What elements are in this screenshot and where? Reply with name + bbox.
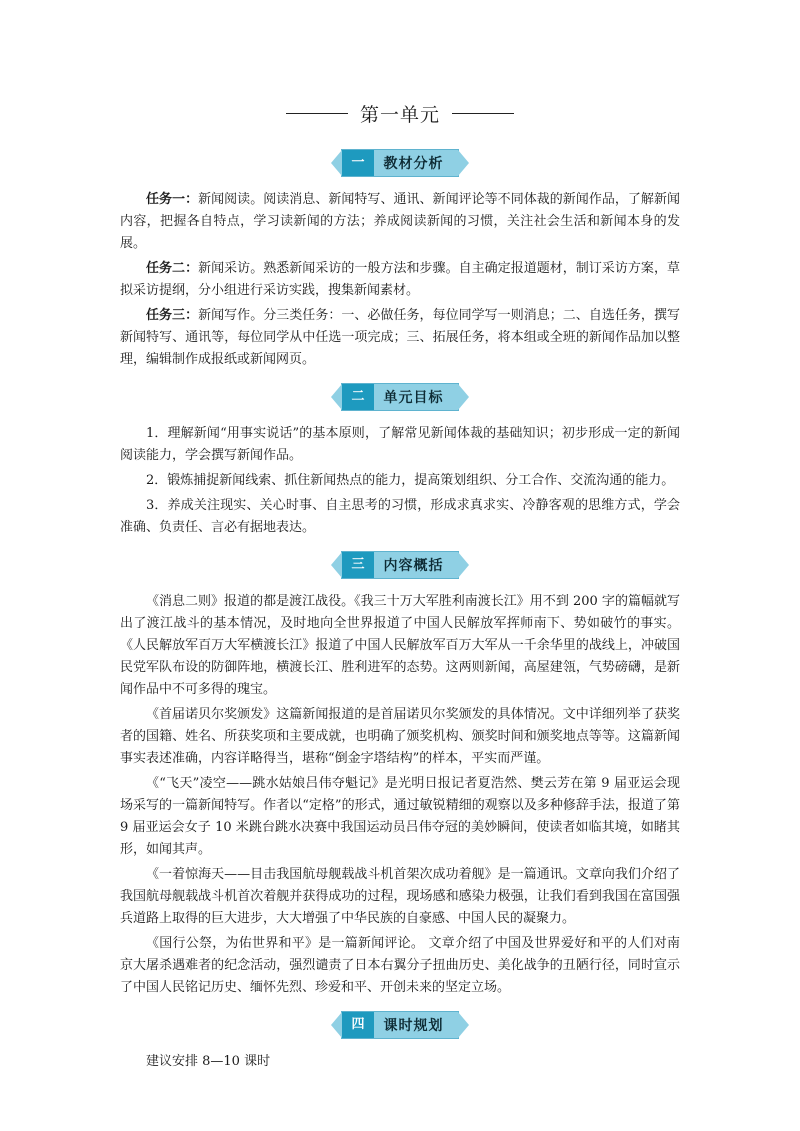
task-paragraph: [120, 305, 680, 371]
section-header-unit-goals: [120, 383, 680, 411]
goal-item: 1．理解新闻“用事实说话”的基本原则，了解常见新闻体裁的基础知识；初步形成一定的新闻阅读能力，学会撰写新闻作品。: [120, 426, 680, 463]
title-rule-right: [452, 113, 514, 114]
lesson-plan-text: 建议安排 8—10 课时: [146, 1054, 271, 1069]
section-badge: [341, 149, 458, 177]
goal-item: 2．锻炼捕捉新闻线索、抓住新闻热点的能力，提高策划组织、分工合作、交流沟通的能力。: [146, 473, 675, 488]
section-number: 二: [342, 384, 373, 410]
goal-item: 3．养成关注现实、关心时事、自主思考的习惯，形成求真求实、冷静客观的思维方式，学会准确、负责任、言必有据地表达。: [120, 498, 680, 535]
section-label: 单元目标: [383, 390, 444, 406]
section-badge: [341, 551, 458, 579]
section-number: 三: [342, 552, 373, 578]
task-paragraph: [120, 258, 680, 302]
summary-paragraph: 《首届诺贝尔奖颁发》这篇新闻报道的是首届诺贝尔奖颁发的具体情况。文中详细列举了获奖者的国籍、姓名、所获奖项和主要成就，也明确了颁奖机构、颁奖时间和颁奖地点等等。这篇新闻事实表述准确，内容详略得当，堪称“倒金字塔结构”的样本，平实而严谨。: [120, 707, 680, 766]
section-header-material-analysis: [120, 149, 680, 177]
unit-title-text: 第一单元: [359, 104, 440, 126]
summary-paragraph: 《“飞天”凌空——跳水姑娘吕伟夺魁记》是光明日报记者夏浩然、樊云芳在第 9 届亚运会现场采写的一篇新闻特写。作者以“定格”的形式，通过敏锐精细的观察以及多种修辞手法，报道了第 9 届亚运会女子 10 米跳台跳水决赛中我国运动员吕伟夺冠的美妙瞬间，使读者如临其境，如睹其形，如闻其声。: [120, 776, 680, 857]
summary-paragraph: 《国行公祭，为佑世界和平》是一篇新闻评论。 文章介绍了中国及世界爱好和平的人们对南京大屠杀遇难者的纪念活动，强烈谴责了日本右翼分子扭曲历史、美化战争的丑陋行径，同时宣示了中国人民铭记历史、缅怀先烈、珍爱和平、开创未来的坚定立场。: [120, 936, 680, 995]
task-text: 新闻阅读。阅读消息、新闻特写、通讯、新闻评论等不同体裁的新闻作品，了解新闻内容，把握各自特点，学习读新闻的方法；养成阅读新闻的习惯，关注社会生活和新闻本身的发展。: [120, 192, 680, 251]
section-label: 内容概括: [383, 558, 444, 574]
section-label: 课时规划: [383, 1018, 444, 1034]
task-label: 任务三：: [146, 308, 199, 323]
section-label: 教材分析: [383, 156, 444, 172]
task-label: 任务二：: [146, 261, 199, 276]
document-page: [120, 100, 680, 1076]
summary-paragraph: 《消息二则》报道的都是渡江战役。《我三十万大军胜利南渡长江》用不到 200 字的篇幅就写出了渡江战斗的基本情况，及时地向全世界报道了中国人民解放军挥师南下、势如破竹的事实。《人民解放军百万大军横渡长江》报道了中国人民解放军百万大军从一千余华里的战线上，冲破国民党军队布设的防御阵地，横渡长江、胜利进军的态势。这两则新闻，高屋建瓴，气势磅礴，是新闻作品中不可多得的瑰宝。: [120, 594, 680, 697]
summary-paragraph: 《一着惊海天——目击我国航母舰载战斗机首架次成功着舰》是一篇通讯。文章向我们介绍了我国航母舰载战斗机首次着舰并获得成功的过程，现场感和感染力极强，让我们看到我国在富国强兵道路上取得的巨大进步，大大增强了中华民族的自豪感、中国人民的凝聚力。: [120, 867, 680, 926]
task-label: 任务一：: [146, 192, 199, 207]
task-paragraph: [120, 189, 680, 255]
section-badge: [341, 383, 458, 411]
unit-title: [120, 100, 680, 127]
task-text: 新闻采访。熟悉新闻采访的一般方法和步骤。自主确定报道题材，制订采访方案，草拟采访提纲，分小组进行采访实践，搜集新闻素材。: [120, 261, 680, 298]
section-badge: [341, 1011, 458, 1039]
section-number: 四: [342, 1012, 373, 1038]
section-header-lesson-plan: [120, 1011, 680, 1039]
task-text: 新闻写作。分三类任务：一、必做任务，每位同学写一则消息；二、自选任务，撰写新闻特写、通讯等，每位同学从中任选一项完成；三、拓展任务，将本组或全班的新闻作品加以整理，编辑制作成报纸或新闻网页。: [120, 308, 680, 367]
section-header-content-summary: [120, 551, 680, 579]
title-rule-left: [286, 113, 348, 114]
section-number: 一: [342, 150, 373, 176]
